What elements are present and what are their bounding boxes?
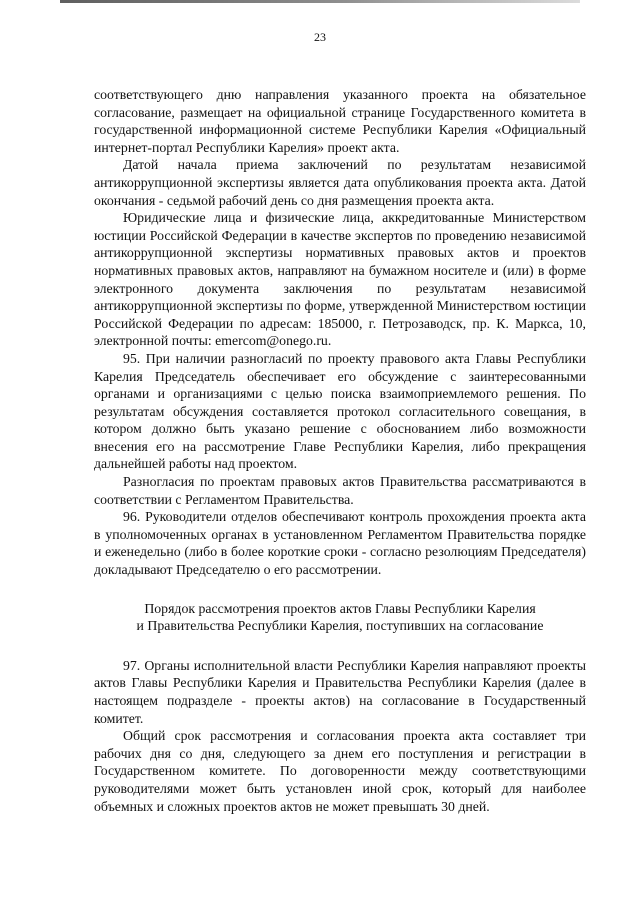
paragraph-review-start-date: Датой начала приема заключений по результатам независимой антикоррупционной экспертизы является дата опубликования проекта акта. Датой окончания - седьмой рабочий день со дня размещения проекта акта. [94, 157, 586, 208]
paragraph-item-95: 95. При наличии разногласий по проекту правового акта Главы Республики Карелия Председатель обеспечивает его обсуждение с заинтересованными органами и организациями с целью поиска взаимоприемлемого решения. По результатам обсуждения составляется протокол согласительного совещания, в котором должно быть указано решение с обоснованием либо возможности внесения его на рассмотрение Главе Республики Карелия, либо прекращения дальнейшей работы над проектом. [94, 350, 586, 472]
section-heading-line-2: и Правительства Республики Карелия, поступивших на согласование [136, 618, 544, 634]
paragraph-accredited-experts: Юридические лица и физические лица, аккредитованные Министерством юстиции Российской Федерации в качестве экспертов по проведению независимой антикоррупционной экспертизы нормативных правовых актов и проектов нормативных правовых актов, направляют на бумажном носителе и (или) в форме электронного документа заключения по результатам независимой антикоррупционной экспертизы по форме, утвержденной Министерством юстиции Российской Федерации по адресам: 185000, г. Петрозаводск, пр. К. Маркса, 10, электронной почты: emercom@onego.ru. [94, 210, 586, 349]
page-number: 23 [314, 30, 326, 44]
paragraph-continuation: соответствующего дню направления указанного проекта на обязательное согласование, размещает на официальной странице Государственного комитета в государственной информационной системе Республики Карелия «Официальный интернет-портал Республики Карелия» проект акта. [94, 87, 586, 155]
paragraph-review-period: Общий срок рассмотрения и согласования проекта акта составляет три рабочих дня со дня, следующего за днем его поступления и регистрации в Государственном комитете. По договоренности между соответствующими руководителями может быть установлен иной срок, который для наиболее объемных и сложных проектов актов не может превышать 30 дней. [94, 728, 586, 814]
paragraph-item-97: 97. Органы исполнительной власти Республики Карелия направляют проекты актов Главы Республики Карелия и Правительства Республики Карелия (далее в настоящем подразделе - проекты актов) на согласование в Государственный комитет. [94, 657, 586, 726]
section-heading-line-1: Порядок рассмотрения проектов актов Главы Республики Карелия [144, 600, 536, 616]
paragraph-disagreements: Разногласия по проектам правовых актов Правительства рассматриваются в соответствии с Регламентом Правительства. [94, 474, 586, 507]
section-heading [94, 600, 586, 635]
document-body [94, 86, 586, 815]
paragraph-item-96: 96. Руководители отделов обеспечивают контроль прохождения проекта акта в уполномоченных органах в установленном Регламентом Правительства порядке и еженедельно (либо в более короткие сроки - согласно резолюциям Председателя) докладывают Председателю о его рассмотрении. [94, 509, 586, 578]
scan-top-edge [60, 0, 580, 3]
